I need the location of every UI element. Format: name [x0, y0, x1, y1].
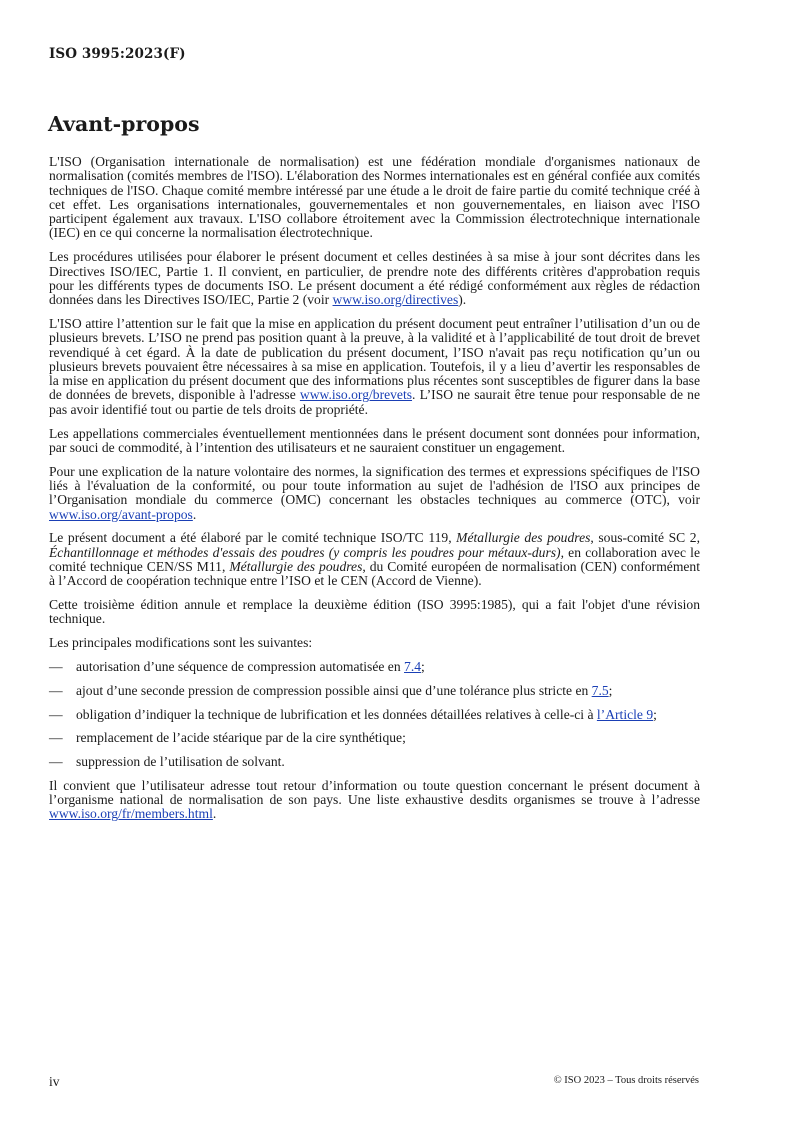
- changes-list: [49, 660, 700, 769]
- paragraph-text: Pour une explication de la nature volontaire des normes, la signification des termes et expressions spécifiques de l'ISO liés à l'évaluation de la conformité, ou pour toute information au sujet de l'adhésion de l'ISO aux principes de l’Organisation mondiale du commerce (OMC) concernant les obstacles techniques au commerce (OTC), voir: [49, 463, 700, 508]
- paragraph-text: , du Comité européen de normalisation (CEN) conformément à l’Accord de coopération technique entre l’ISO et le CEN (Accord de Vienne).: [49, 558, 700, 589]
- dash-bullet: —: [49, 682, 63, 698]
- list-item-text: ajout d’une seconde pression de compression possible ainsi que d’une tolérance plus stricte en: [76, 682, 592, 698]
- article-9-link[interactable]: l’Article 9: [596, 706, 654, 722]
- list-item: [49, 755, 700, 769]
- list-item: [49, 660, 700, 674]
- paragraph-text: Le présent document a été élaboré par le comité technique ISO/TC 119,: [49, 530, 457, 546]
- foreword-body: [49, 155, 700, 831]
- document-id: ISO 3995:2023(F): [49, 46, 186, 62]
- list-item-text: ;: [608, 682, 613, 698]
- subcommittee-title: Échantillonnage et méthodes d'essais des poudres (y compris les poudres pour métaux-durs): [49, 544, 561, 560]
- members-link[interactable]: www.iso.org/fr/members.html: [49, 806, 213, 822]
- clause-7-4-link[interactable]: 7.4: [404, 658, 422, 674]
- paragraph-edition: Cette troisième édition annule et remplace la deuxième édition (ISO 3995:1985), qui a fait l'objet d'une révision technique.: [49, 597, 700, 627]
- list-item: [49, 708, 700, 722]
- paragraph-text: Les procédures utilisées pour élaborer le présent document et celles destinées à sa mise à jour sont décrites dans les Directives ISO/IEC, Partie 1. Il convient, en particulier, de prendre note des différents critères d'approbation requis pour les différents types de documents ISO. Le présent document a été rédigé conformément aux règles de rédaction données dans les Directives ISO/IEC, Partie 2 (voir: [49, 249, 700, 308]
- paragraph-text: , en collaboration avec le comité technique CEN/SS M11,: [49, 544, 700, 574]
- list-item: [49, 684, 700, 698]
- paragraph-iso-intro: L'ISO (Organisation internationale de normalisation) est une fédération mondiale d'organismes nationaux de normalisation (comités membres de l'ISO). L'élaboration des Normes internationales est en général confiée aux comités techniques de l'ISO. Chaque comité membre intéressé par une étude a le droit de faire partie du comité technique créé à cet effet. Les organisations internationales, gouvernementales et non gouvernementales, en liaison avec l'ISO participent également aux travaux. L'ISO collabore étroitement avec la Commission électrotechnique internationale (IEC) en ce qui concerne la normalisation électrotechnique.: [49, 154, 700, 241]
- patents-link[interactable]: www.iso.org/brevets: [299, 387, 413, 403]
- section-title: Avant-propos: [48, 112, 200, 136]
- dash-bullet: —: [49, 730, 63, 746]
- paragraph-feedback: [49, 779, 700, 822]
- paragraph-text: ).: [458, 292, 467, 308]
- cen-committee-title: Métallurgie des poudres: [229, 558, 363, 574]
- paragraph-text: L'ISO attire l’attention sur le fait que la mise en application du présent document peut entraîner l’utilisation d’un ou de plusieurs brevets. L’ISO ne prend pas position quant à la preuve, à la validité et à l’applicabilité de tout droit de brevet revendiqué à cet égard. À la date de publication du présent document, l’ISO n'avait pas reçu notification qu’un ou plusieurs brevets pouvaient être nécessaires à sa mise en application. Toutefois, il y a lieu d’avertir les responsables de la mise en application du présent document que des informations plus récentes sont susceptibles de figurer dans la base de données de brevets, disponible à l'adresse: [49, 315, 700, 403]
- directives-link[interactable]: www.iso.org/directives: [332, 292, 459, 308]
- list-item-text: ;: [653, 706, 657, 722]
- committee-title: Métallurgie des poudres: [456, 530, 591, 546]
- paragraph-text: Il convient que l’utilisateur adresse tout retour d’information ou toute question concernant le présent document à l’organisme national de normalisation de son pays. Une liste exhaustive desdits organismes se trouve à l’adresse: [49, 777, 700, 808]
- paragraph-changes-intro: Les principales modifications sont les suivantes:: [49, 635, 313, 651]
- dash-bullet: —: [49, 658, 63, 674]
- list-item-text: obligation d’indiquer la technique de lubrification et les données détaillées relatives à celle-ci à: [76, 706, 597, 722]
- page-number: iv: [49, 1074, 60, 1089]
- list-item-text: remplacement de l’acide stéarique par de la cire synthétique;: [76, 730, 406, 746]
- list-item-text: suppression de l’utilisation de solvant.: [76, 754, 285, 770]
- dash-bullet: —: [49, 706, 63, 722]
- paragraph-voluntary-nature: [49, 465, 700, 522]
- paragraph-trade-names: Les appellations commerciales éventuellement mentionnées dans le présent document sont données pour information, par souci de commodité, à l’intention des utilisateurs et ne sauraient constituer un engagement.: [49, 425, 700, 455]
- dash-bullet: —: [49, 754, 63, 770]
- list-item: [49, 731, 700, 745]
- paragraph-patents: [49, 317, 700, 417]
- paragraph-text: , sous-comité SC 2,: [590, 530, 700, 546]
- paragraph-text: .: [192, 506, 197, 522]
- clause-7-5-link[interactable]: 7.5: [591, 682, 609, 698]
- paragraph-text: . L’ISO ne saurait être tenue pour responsable de ne pas avoir identifié tout ou partie de tels droits de propriété.: [49, 387, 700, 417]
- copyright-notice: © ISO 2023 – Tous droits réservés: [553, 1075, 699, 1086]
- paragraph-text: .: [212, 806, 217, 822]
- paragraph-procedures: [49, 250, 700, 307]
- paragraph-committee: [49, 531, 700, 588]
- list-item-text: ;: [421, 658, 425, 674]
- foreword-link[interactable]: www.iso.org/avant-propos: [49, 506, 193, 522]
- list-item-text: autorisation d’une séquence de compression automatisée en: [76, 658, 405, 674]
